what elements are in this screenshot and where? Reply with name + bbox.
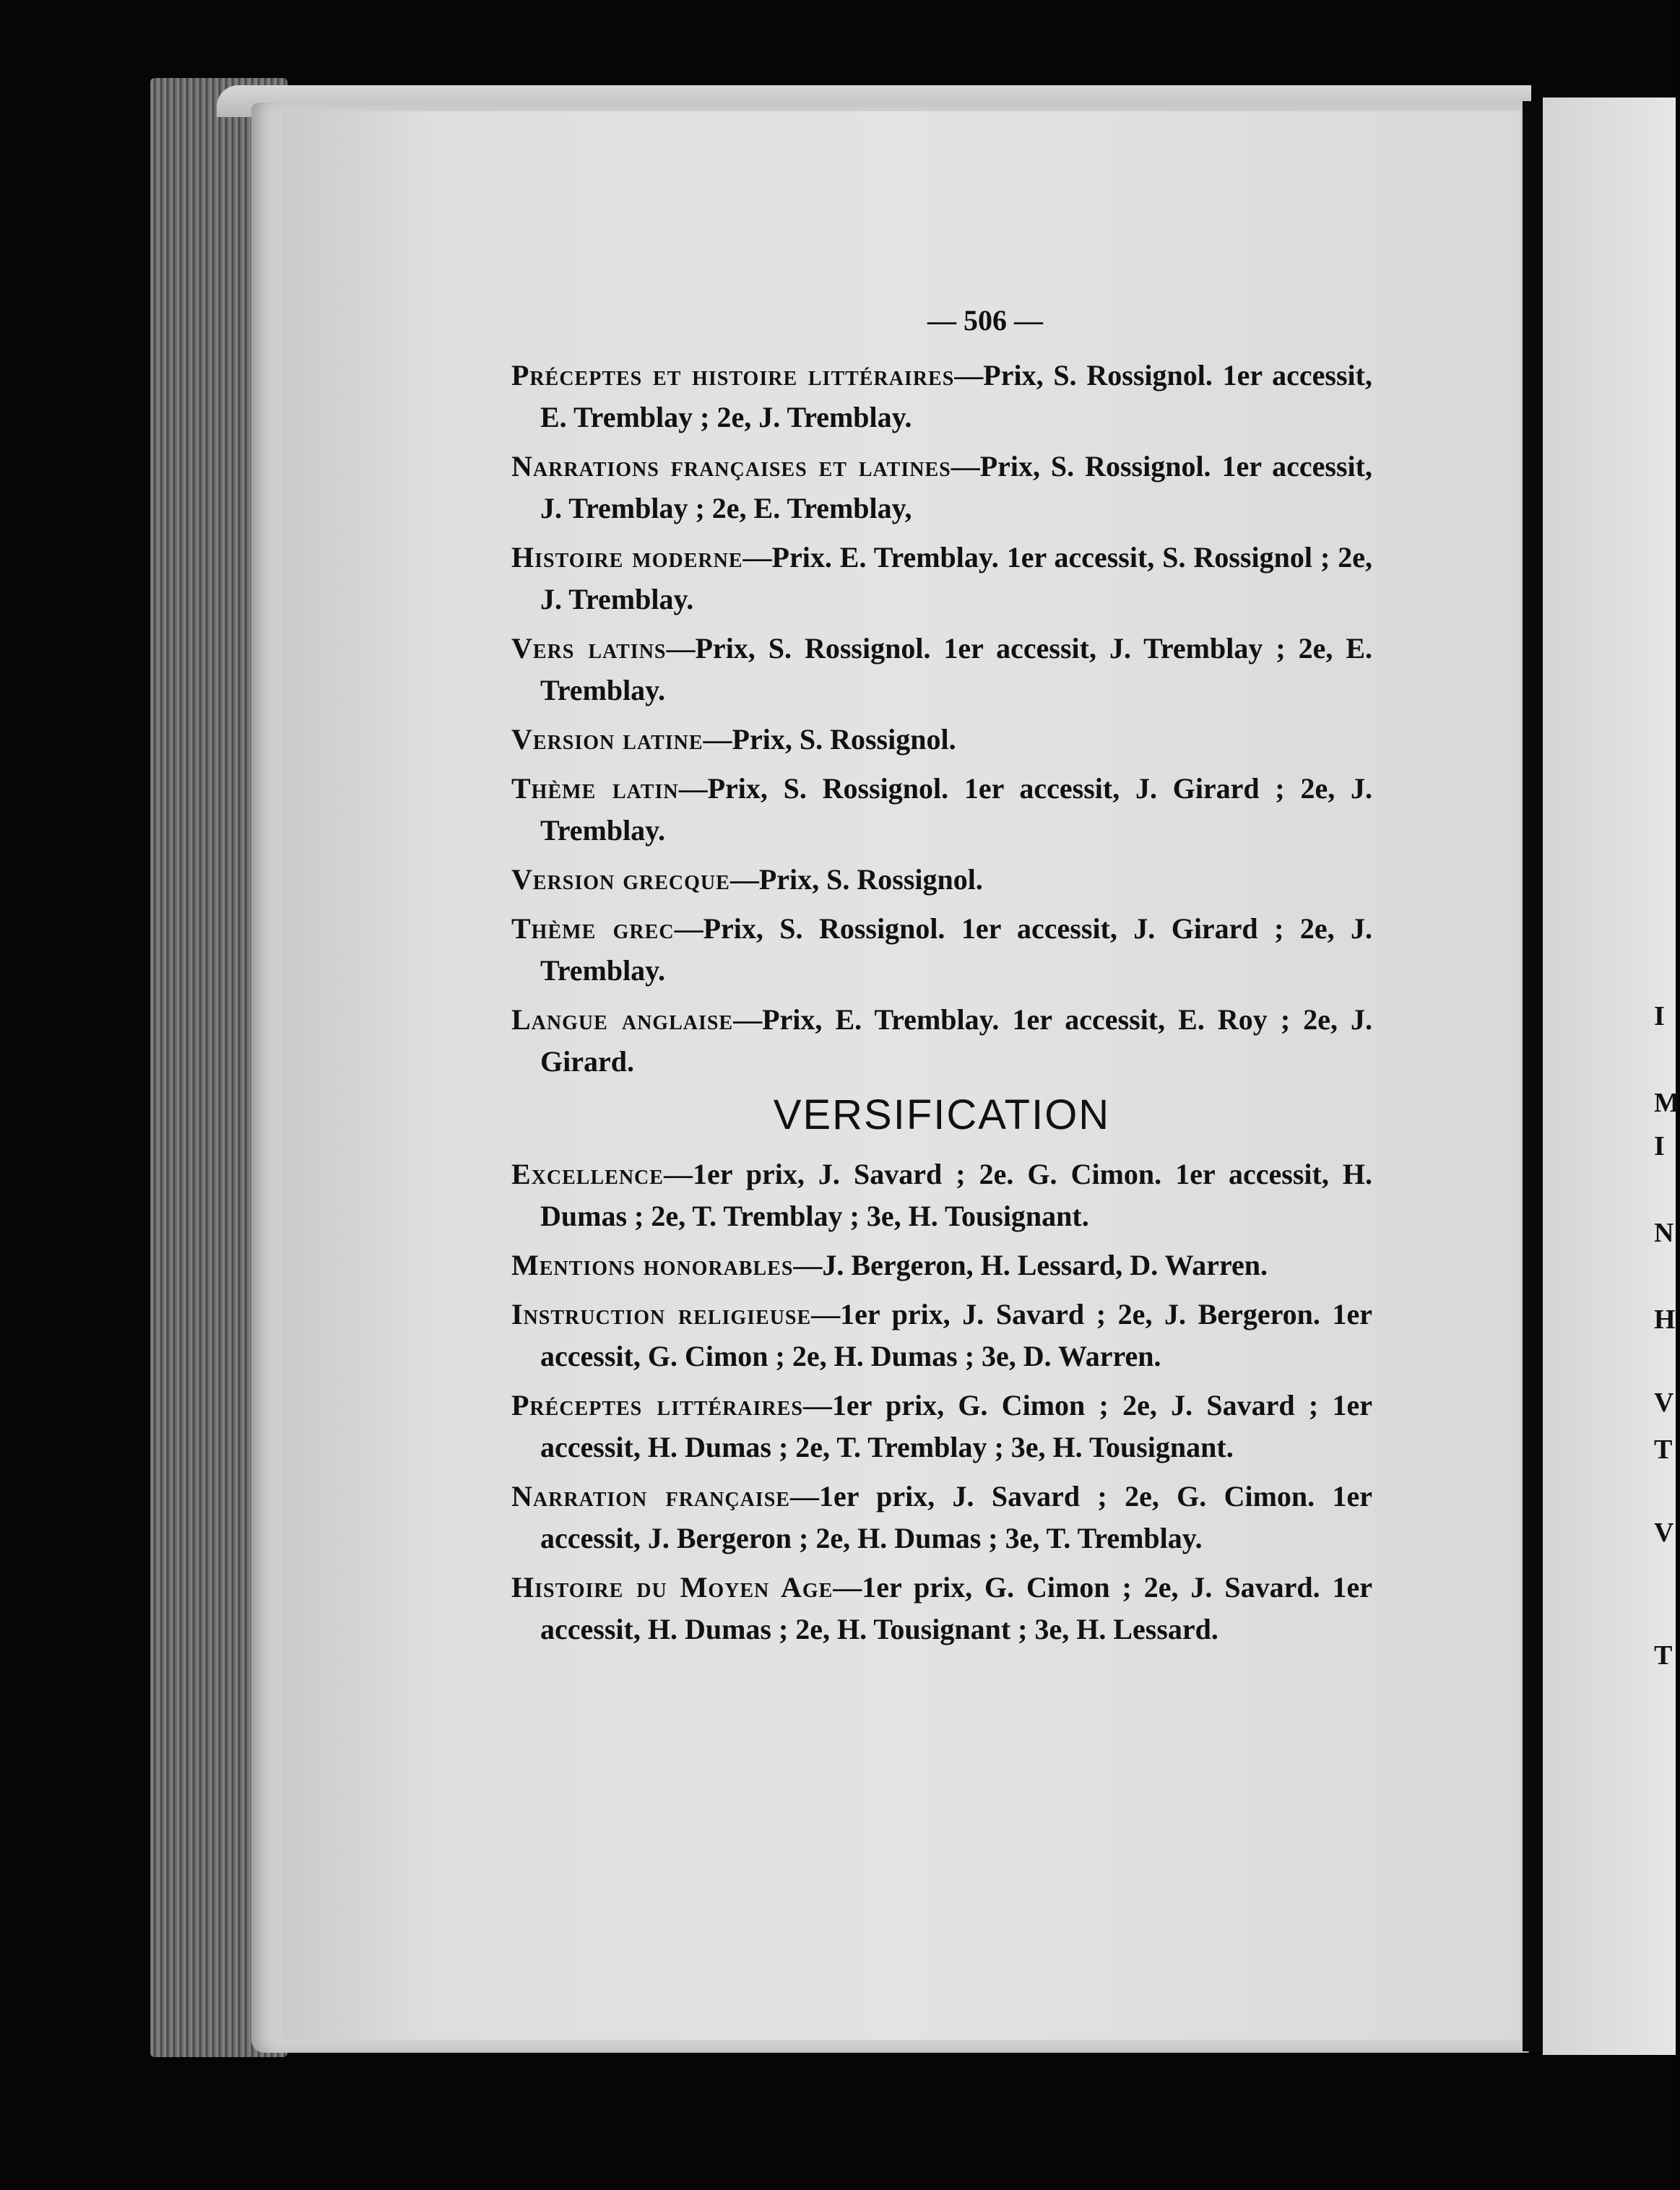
- prize-entry: [511, 1385, 1372, 1468]
- entry-text: —Prix, S. Rossignol. 1er accessit, J. Tremblay ; 2e, E. Tremblay.: [540, 632, 1372, 706]
- entry-heading: Narrations françaises et latines: [511, 450, 951, 482]
- right-page-letter: H: [1654, 1304, 1676, 1335]
- right-page-letter: T: [1654, 1640, 1673, 1671]
- right-page-letter: M: [1654, 1088, 1680, 1118]
- entry-text: —Prix, S. Rossignol. 1er accessit, J. Tremblay ; 2e, E. Tremblay,: [540, 450, 1372, 524]
- page-text: [511, 300, 1372, 1658]
- entry-heading: Version grecque: [511, 863, 730, 896]
- entry-heading: Langue anglaise: [511, 1003, 734, 1036]
- entry-text: —Prix, S. Rossignol. 1er accessit, E. Tremblay ; 2e, J. Tremblay.: [540, 359, 1372, 433]
- prize-entry: [511, 537, 1372, 620]
- entry-heading: Vers latins: [511, 632, 667, 665]
- section-title: VERSIFICATION: [773, 1091, 1111, 1138]
- entry-text: —Prix, S. Rossignol.: [703, 723, 956, 756]
- prize-list-bottom: [511, 1154, 1372, 1650]
- entry-heading: Préceptes littéraires: [511, 1389, 803, 1421]
- entry-text: —1er prix, G. Cimon ; 2e, J. Savard. 1er accessit, H. Dumas ; 2e, H. Tousignant ; 3e, H. Lessard.: [540, 1571, 1372, 1645]
- prize-entry: [511, 999, 1372, 1083]
- entry-heading: Excellence: [511, 1158, 664, 1190]
- entry-text: —Prix, S. Rossignol.: [729, 863, 983, 896]
- entry-heading: Histoire du Moyen Age: [511, 1571, 833, 1603]
- prize-entry: [511, 1567, 1372, 1650]
- entry-text: —J. Bergeron, H. Lessard, D. Warren.: [793, 1249, 1268, 1281]
- entry-text: —Prix, E. Tremblay. 1er accessit, E. Roy ; 2e, J. Girard.: [540, 1003, 1372, 1078]
- right-page-letter: T: [1654, 1434, 1673, 1465]
- prize-entry: [511, 859, 1372, 901]
- right-page-sliver: [1543, 98, 1676, 2055]
- page-number: — 506 —: [927, 304, 1043, 337]
- prize-entry: [511, 1294, 1372, 1377]
- entry-text: —Prix, S. Rossignol. 1er accessit, J. Girard ; 2e, J. Tremblay.: [540, 772, 1372, 847]
- entry-heading: Histoire moderne: [511, 541, 743, 574]
- right-page-letter: V: [1654, 1518, 1674, 1548]
- entry-text: —Prix, S. Rossignol. 1er accessit, J. Girard ; 2e, J. Tremblay.: [540, 912, 1372, 987]
- entry-heading: Version latine: [511, 723, 703, 756]
- prize-entry: [511, 1476, 1372, 1559]
- prize-entry: [511, 768, 1372, 852]
- prize-entry: [511, 719, 1372, 761]
- entry-heading: Thème grec: [511, 912, 675, 945]
- prize-list-top: [511, 355, 1372, 1083]
- right-page-letter: I: [1654, 1001, 1665, 1031]
- entry-heading: Thème latin: [511, 772, 679, 805]
- entry-text: —1er prix, G. Cimon ; 2e, J. Savard ; 1er accessit, H. Dumas ; 2e, T. Tremblay ; 3e, H. Tousignant.: [540, 1389, 1372, 1463]
- book-gutter: [1523, 101, 1543, 2051]
- prize-entry: [511, 1154, 1372, 1237]
- entry-text: —1er prix, J. Savard ; 2e, J. Bergeron. 1er accessit, G. Cimon ; 2e, H. Dumas ; 3e, D. Warren.: [540, 1298, 1372, 1372]
- entry-heading: Instruction religieuse: [511, 1298, 812, 1330]
- prize-entry: [511, 1245, 1372, 1286]
- prize-entry: [511, 628, 1372, 711]
- entry-heading: Narration française: [511, 1480, 790, 1512]
- entry-heading: Préceptes et histoire littéraires: [511, 359, 955, 391]
- entry-text: —1er prix, J. Savard ; 2e. G. Cimon. 1er accessit, H. Dumas ; 2e, T. Tremblay ; 3e, H. Tousignant.: [540, 1158, 1372, 1232]
- right-page-letter: V: [1654, 1388, 1674, 1418]
- prize-entry: [511, 355, 1372, 438]
- entry-heading: Mentions honorables: [511, 1249, 794, 1281]
- entry-text: —1er prix, J. Savard ; 2e, G. Cimon. 1er accessit, J. Bergeron ; 2e, H. Dumas ; 3e, T. Tremblay.: [540, 1480, 1372, 1554]
- right-page-letter: N: [1654, 1218, 1674, 1248]
- prize-entry: [511, 446, 1372, 529]
- right-page-letter: I: [1654, 1131, 1665, 1161]
- prize-entry: [511, 908, 1372, 992]
- entry-text: —Prix. E. Tremblay. 1er accessit, S. Rossignol ; 2e, J. Tremblay.: [540, 541, 1373, 615]
